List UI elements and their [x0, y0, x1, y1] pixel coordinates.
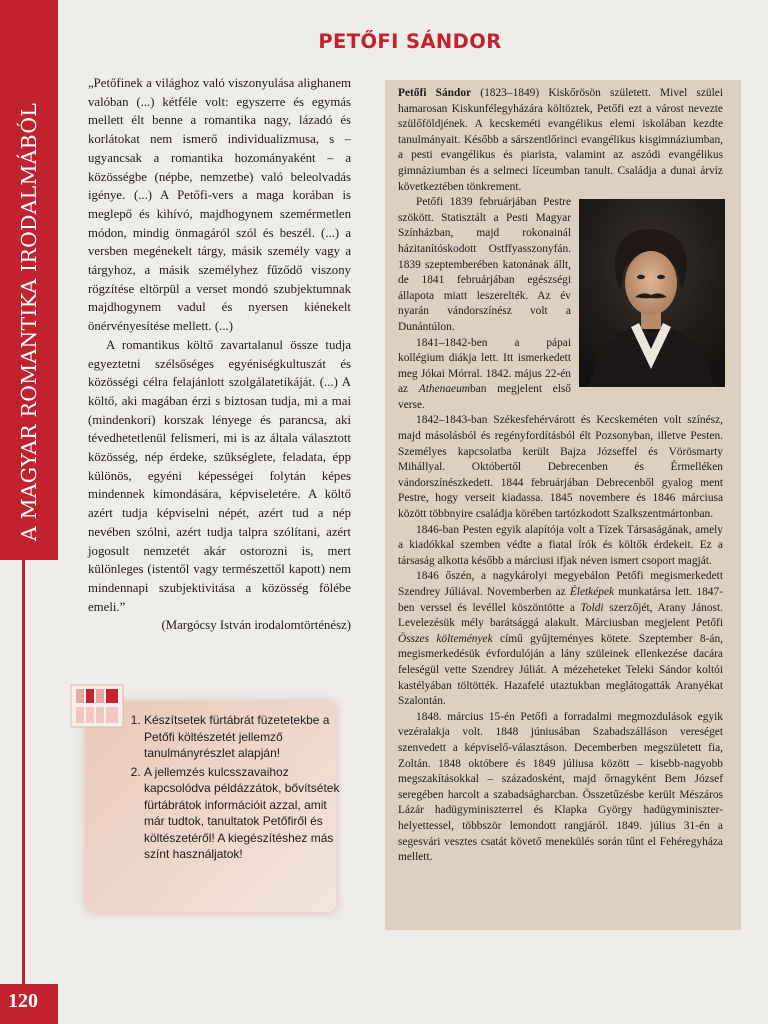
task-item: 2. A jellemzés kulcsszavaihoz kapcsolódva példázzátok, bővítsétek fürtábrátok információit azzal, amit már tudtok, tanultatok Petőfiről és költészetéről! A kiegészítéshez más színt használjatok! — [144, 764, 344, 863]
biography-text — [398, 86, 723, 866]
journal-title: Athenaeum — [418, 383, 471, 396]
work-title: Toldi — [580, 601, 604, 614]
chapter-sidebar — [0, 0, 58, 560]
quote-paragraph-2: A romantikus költő zavartalanul össze tudja egyeztetni szélsőséges egyéniségkultuszát és közösségi célra felajánlott szolgálatetikáját. (...) A költő, aki magában érzi s biztosan tudja, mi a mai (mindenkori) korszak lényege és parancsa, aki tévedhetetlenül felismeri, mi is az általa választott közösség, nép érdeke, szükséglete, feladata, épp különös, egyéni képességei folytán képes mindennek kimondására, képviseletére. A költő azért tudja képviselni népét, azért tud a nép nevében szólni, azért tudja talpra szólítani, azért jogosult nemzetét akár ostorozni is, mert különleges (istentől vagy természettől kapott) nem mindennapi szubjektivitása a közösség fölébe emeli.” — [88, 337, 351, 614]
quote-paragraph-1: „Petőfinek a világhoz való viszonyulása alighanem valóban (...) kétféle volt: egyszerre és egymás mellett élt benne a romantika nagy, lázadó és korlátokat nem ismerő individualizmusa, s – ugyancsak a romantika hozományaként – a közösségbe (népbe, nemzetbe) való beleolvadás igénye. (...) A Petőfi-vers a maga korában is meglepő és kihívó, majdhogynem szemérmetlen módon, mindig önmagáról szól és beszél. (...) a versben megénekelt tárgy, másik személy vagy a tárgyhoz, a másik személyhez fűződő viszony rögzítése eltörpül a verset mondó szubjektumnak majdhogynem vadul és nyersen kiénekelt önérvényesítése mellett. (...) — [88, 76, 351, 334]
bio-text: munkatársa lett. 1847-ben verssel és levéllel köszöntötte a — [398, 586, 723, 614]
sidebar-rule — [22, 560, 25, 984]
quote-author: (Margócsy István irodalomtörténész) — [161, 618, 351, 633]
petofi-portrait — [579, 199, 725, 387]
bio-text: 1841–1842-ben a pápai kollégium diákja lett. Itt ismerkedett meg Jókai Mórral. 1842. május 22-én az — [398, 336, 571, 396]
bio-text: 1846 őszén, a nagykárolyi megyebálon Petőfi megismerkedett Szendrey Júliával. Novemberben az — [398, 570, 723, 598]
bio-paragraph-7: 1848. március 15-én Petőfi a forradalmi megmozdulások egyik vezéralakja volt. 1848 júniusában Szabadszálláson vereséget szenvedett a képviselő-választáson. Decemberben megszületett fia, Zoltán. 1848 októbere és 1849 júliusa között – kisebb-nagyobb megszakításokkal – századosként, majd őrnagyként Bem József seregében harcolt a szabadságharcban. Összetűzésbe került Mészáros Lázár hadügyminiszterrel és Klapka György hadügyminiszter-helyettessel, többször lemondott rangjáról. 1849. július 31-én a segesvári vesztes csatát követő menekülés során tűnt el Fehéregyháza mellett. — [398, 710, 723, 864]
page-title: PETŐFI SÁNDOR — [318, 30, 502, 53]
bio-text: szerzőjét, Arany Jánost. Levelezésük mély barátsággá alakult. Márciusban megjelent Petőfi — [398, 601, 723, 630]
bio-name: Petőfi Sándor — [398, 87, 472, 99]
task-book-icon — [70, 684, 124, 728]
work-title: Összes költemények — [398, 632, 493, 645]
bio-paragraph-4: 1842–1843-ban Székesfehérvárott és Kecskeméten volt színész, majd másolásból és regényfordításból élt Pozsonyban, illetve Pesten. Személyes kapcsolatba került Bajza Józseffel és Vörösmarty Mihállyal. Októbertől Debrecenben és Érmelléken vándorszínészkedett. 1844 februárjában Debrecenből gyalog ment Pestre, hogy verseit kiadassa. 1845 novembere és 1846 márciusa között többnyire családja körében tartózkodott Szalkszentmártonban. — [398, 414, 723, 521]
task-item: 1. Készítsetek fürtábrát füzetetekbe a Petőfi költészetét jellemző tanulmányrészlet alapján! — [144, 712, 344, 762]
bio-paragraph-1: (1823–1849) Kiskőrösön született. Mivel szülei hamarosan Kiskunfélegyházára költöztek, Petőfi ezt a várost nevezte szülőföldjének. A kecskeméti evangélikus elemi iskolában kezdte tanulmányait. Később a sárszentlőrinci evangélikus kisgimnáziumban, a pesti evangélikus és piarista, valamint az aszódi evangélikus gimnáziumban és a selmeci líceumban tanult. Családja a dunai árvíz következtében tönkrement. — [398, 87, 724, 193]
quote-block — [88, 74, 351, 635]
journal-title: Életképek — [569, 586, 615, 598]
bio-paragraph-2: Petőfi 1839 februárjában Pestre szökött. Statisztált a Pesti Magyar Színházban, majd rokonainál házitanítóskodott Ostffyasszonyfán. 1839 szeptemberében katonának állt, de 1841 februárjában egészségi állapota miatt leszerelték. Az év nyarán vándorszínész volt a Dunántúlon. — [398, 196, 571, 333]
portrait-image — [579, 199, 725, 387]
page-number: 120 — [8, 990, 38, 1012]
bio-text: című gyűjteményes kötete. Szeptember 8-án, megismerkedésük évfordulóján a lány szüleinek ellenkezése dacára feleségül vette Szendrey Júliát. A mézeheteket Teleki Sándor koltói kastélyában töltötték. Hazafelé utaztukban meglátogatták Aranyékat Szalontán. — [398, 632, 723, 708]
task-list — [126, 712, 344, 865]
bio-text: ban megjelent első verse. — [398, 383, 572, 411]
chapter-title: A MAGYAR ROMANTIKA IRODALMÁBÓL — [17, 102, 41, 542]
bio-paragraph-5: 1846-ban Pesten egyik alapítója volt a Tízek Társaságának, amely a kiadókkal szemben védte a fiatal írók és költők érdekeit. Ez a társaság alkotta később a márciusi ifjak néven ismert csoport magját. — [398, 523, 723, 567]
bio-paragraph-6 — [398, 569, 723, 709]
